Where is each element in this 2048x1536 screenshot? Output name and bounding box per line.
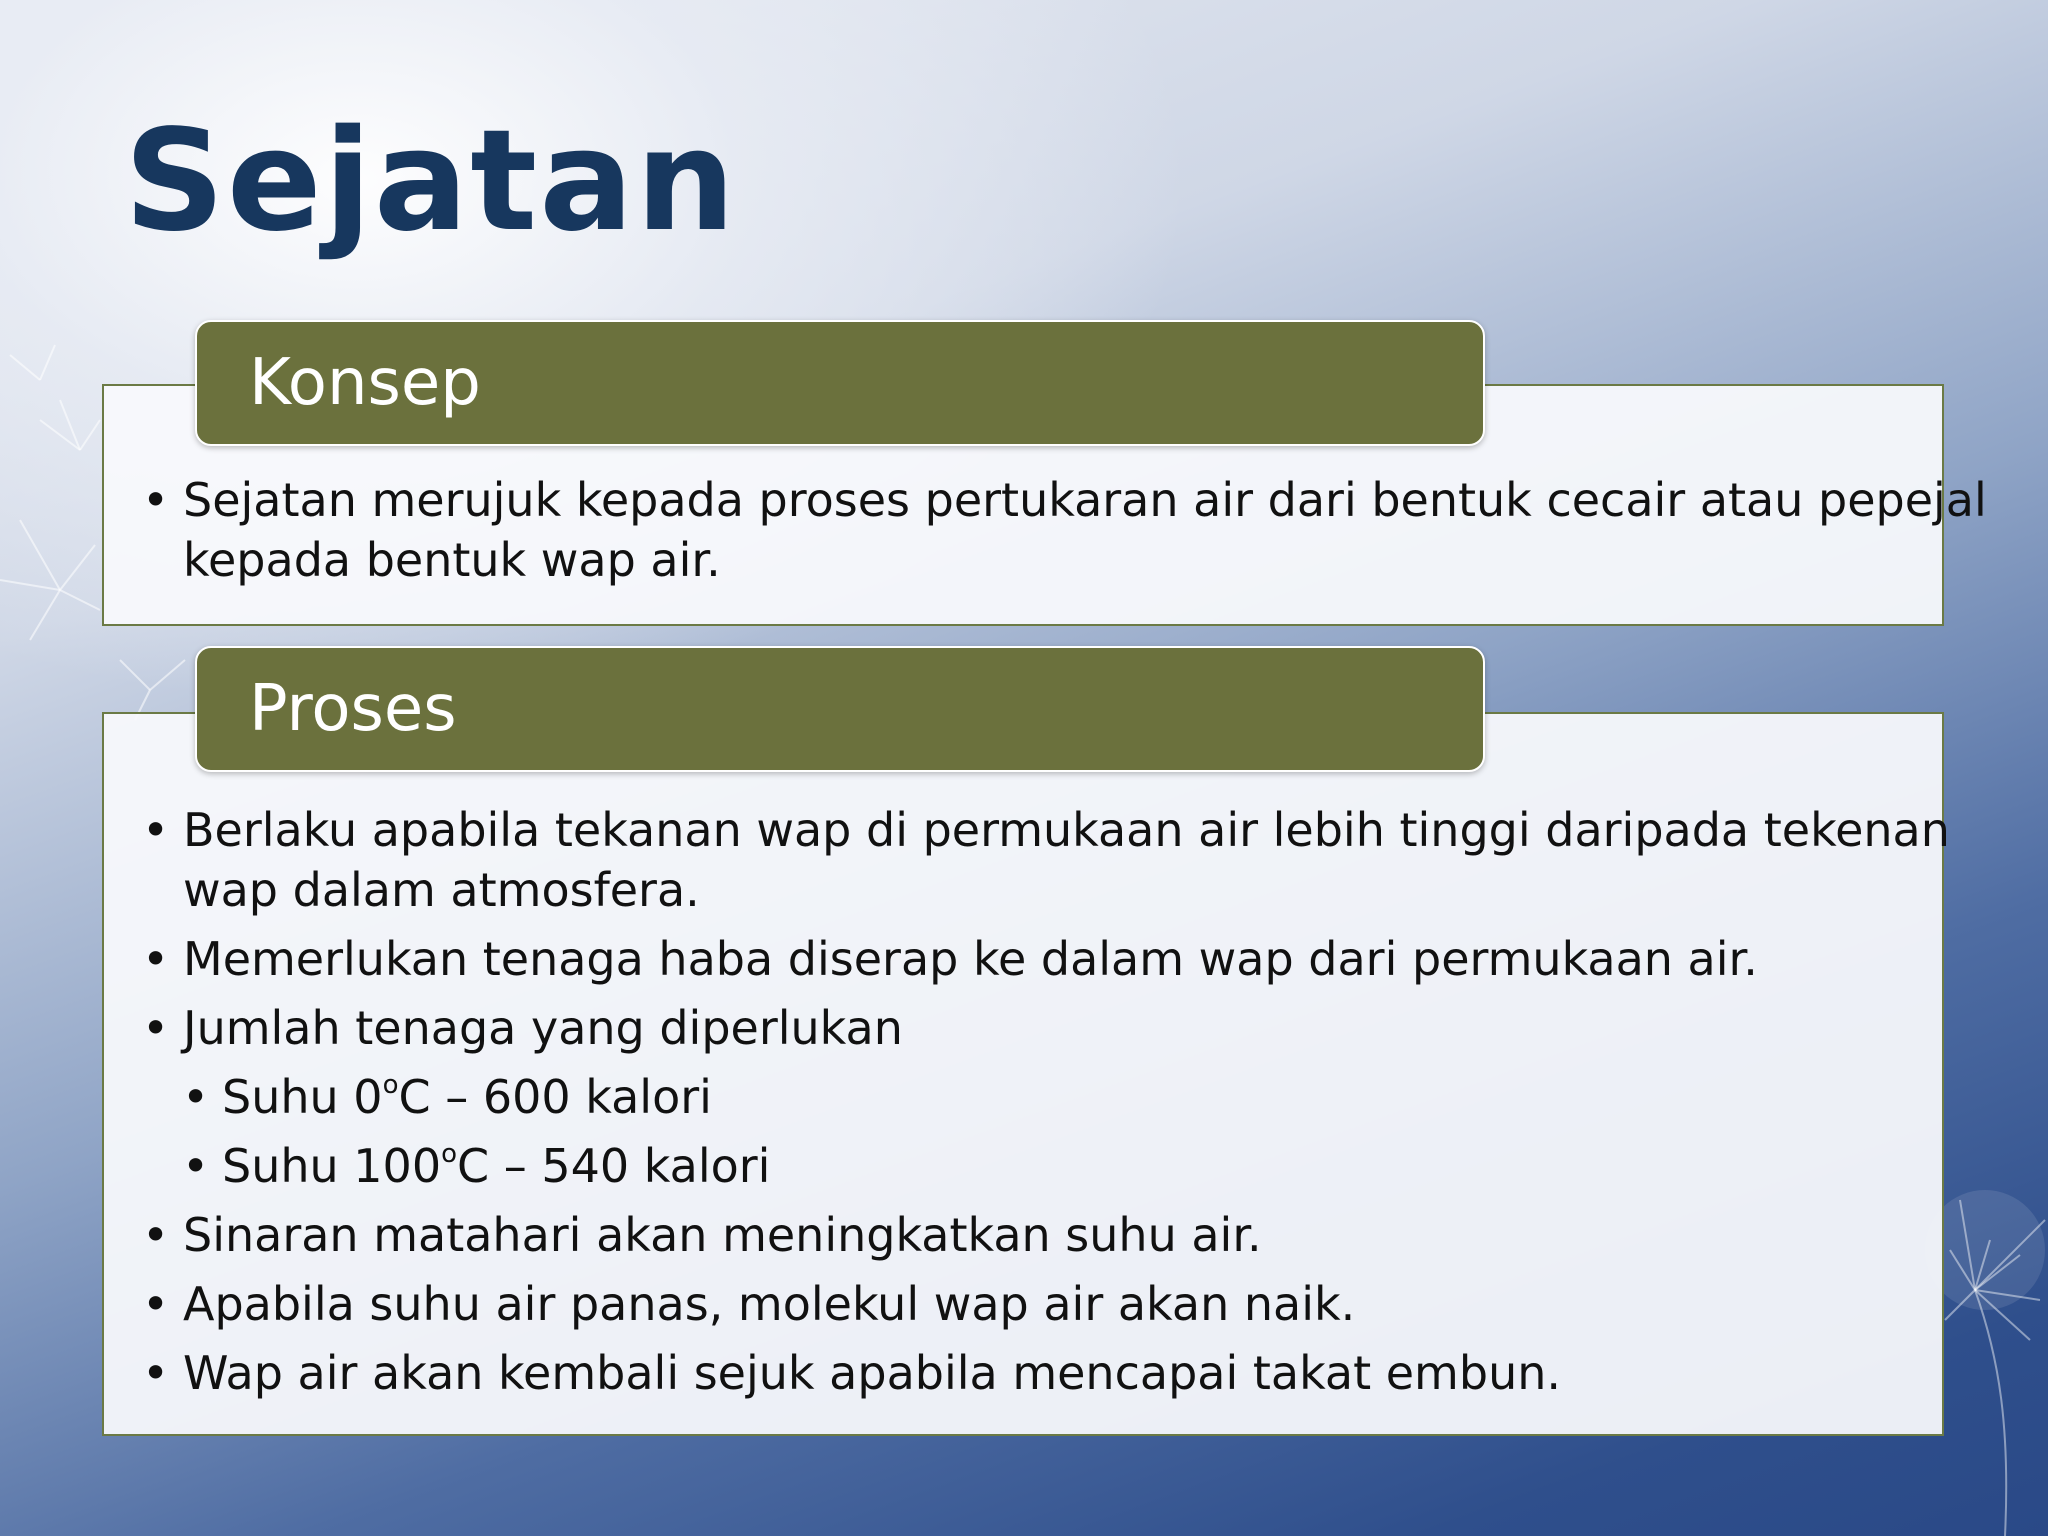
proses-bullet-molecules-rise: • Apabila suhu air panas, molekul wap air akan naik.: [0, 1274, 2048, 1334]
proses-subbullet-temp-100: [0, 1136, 2048, 1196]
konsep-bullet-definition: • Sejatan merujuk kepada proses pertukaran air dari bentuk cecair atau pepejal kepada bentuk wap air.: [0, 470, 2048, 590]
proses-bullet-energy-amount: • Jumlah tenaga yang diperlukan: [0, 998, 2048, 1058]
subbullet-text-before: Suhu 0: [222, 1070, 383, 1124]
konsep-header-bar: [195, 320, 1485, 446]
proses-header-bar: [195, 646, 1485, 772]
proses-bullet-pressure: • Berlaku apabila tekanan wap di permukaan air lebih tinggi daripada tekenan wap dalam atmosfera.: [0, 800, 2048, 920]
proses-subbullet-temp-0: [0, 1067, 2048, 1127]
subbullet-text-after: C – 540 kalori: [457, 1139, 771, 1193]
konsep-bullet-list: [0, 470, 2048, 590]
degree-superscript: o: [382, 1070, 399, 1100]
subbullet-text-before: Suhu 100: [222, 1139, 442, 1193]
konsep-header-label: Konsep: [249, 346, 481, 420]
degree-superscript: o: [441, 1139, 458, 1169]
slide-title: Sejatan: [124, 100, 738, 263]
proses-header-label: Proses: [249, 672, 457, 746]
subbullet-text-after: C – 600 kalori: [398, 1070, 712, 1124]
proses-bullet-sunlight: • Sinaran matahari akan meningkatkan suhu air.: [0, 1205, 2048, 1265]
proses-bullet-heat-energy: • Memerlukan tenaga haba diserap ke dalam wap dari permukaan air.: [0, 929, 2048, 989]
proses-bullet-list: [0, 800, 2048, 1412]
proses-bullet-dew-point: • Wap air akan kembali sejuk apabila mencapai takat embun.: [0, 1343, 2048, 1403]
